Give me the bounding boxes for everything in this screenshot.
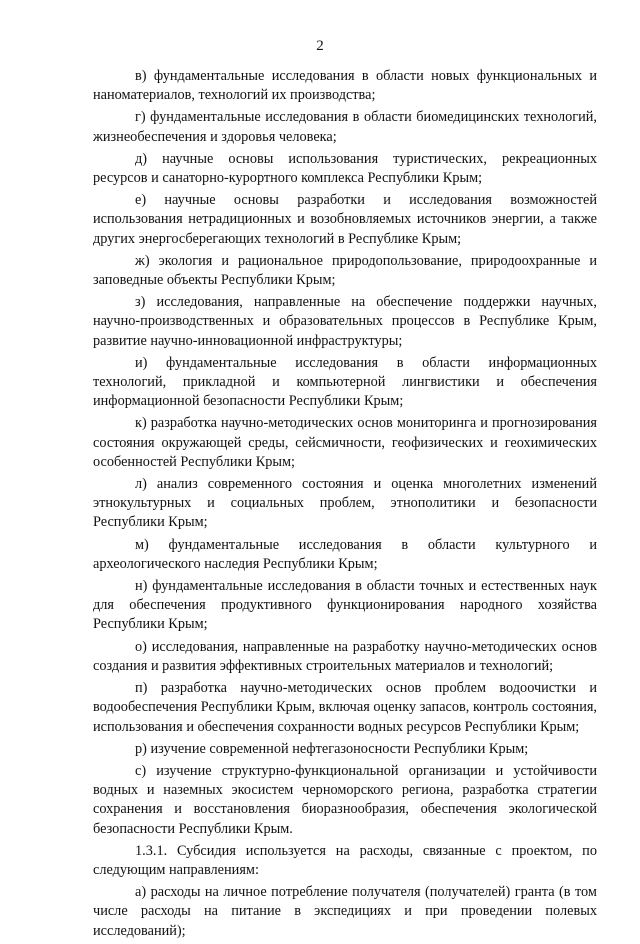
paragraph-a: а) расходы на личное потребление получателя (получателей) гранта (в том числе расходы на питание в экспедициях и при проведении полевых исследований);	[93, 884, 597, 939]
paragraph-m: м) фундаментальные исследования в области культурного и археологического наследия Республики Крым;	[93, 536, 597, 572]
paragraph-zh: ж) экология и рациональное природопользование, природоохранные и заповедные объекты Республики Крым;	[93, 252, 597, 289]
paragraph-p: п) разработка научно-методических основ проблем водоочистки и водообеспечения Республики Крым, включая оценку запасов, контроль состояния, использования и обеспечения сохранности водных ресурсов Республики Крым;	[93, 680, 597, 735]
document-body	[93, 67, 597, 944]
paragraph-r: р) изучение современной нефтегазоносности Республики Крым;	[135, 740, 529, 757]
paragraph-l: л) анализ современного состояния и оценка многолетних изменений этнокультурных и социальных проблем, этнополитики и безопасности Республики Крым;	[93, 476, 597, 531]
paragraph-g: г) фундаментальные исследования в области биомедицинских технологий, жизнеобеспечения и здоровья человека;	[93, 109, 597, 145]
paragraph-s: с) изучение структурно-функциональной организации и устойчивости водных и наземных экосистем черноморского региона, разработка стратегии сохранения и восстановления биоразнообразия, обеспечения экологической безопасности Республики Крым.	[93, 762, 597, 837]
paragraph-d: д) научные основы использования туристических, рекреационных ресурсов и санаторно-курортного комплекса Республики Крым;	[93, 150, 597, 187]
section-1-3-1: 1.3.1. Субсидия используется на расходы, связанные с проектом, по следующим направлениям:	[93, 842, 597, 878]
paragraph-n: н) фундаментальные исследования в области точных и естественных наук для обеспечения продуктивного функционирования народного хозяйства Республики Крым;	[93, 578, 597, 633]
paragraph-e: е) научные основы разработки и исследования возможностей использования нетрадиционных и возобновляемых источников энергии, а также других энергосберегающих технологий в Республике Крым;	[93, 192, 597, 247]
paragraph-v: в) фундаментальные исследования в области новых функциональных и наноматериалов, технологий их производства;	[93, 68, 597, 104]
page-number: 2	[316, 38, 324, 54]
paragraph-i: и) фундаментальные исследования в области информационных технологий, прикладной и компьютерной лингвистики и обеспечения информационной безопасности Республики Крым;	[93, 354, 597, 410]
paragraph-o: о) исследования, направленные на разработку научно-методических основ создания и развития эффективных строительных материалов и технологий;	[93, 638, 597, 674]
paragraph-z: з) исследования, направленные на обеспечение поддержки научных, научно-производственных и образовательных процессов в Республике Крым, развитие научно-инновационной инфраструктуры;	[93, 294, 597, 349]
paragraph-k: к) разработка научно-методических основ мониторинга и прогнозирования состояния окружающей среды, сейсмичности, геофизических и геохимических особенностей Республики Крым;	[93, 415, 597, 470]
